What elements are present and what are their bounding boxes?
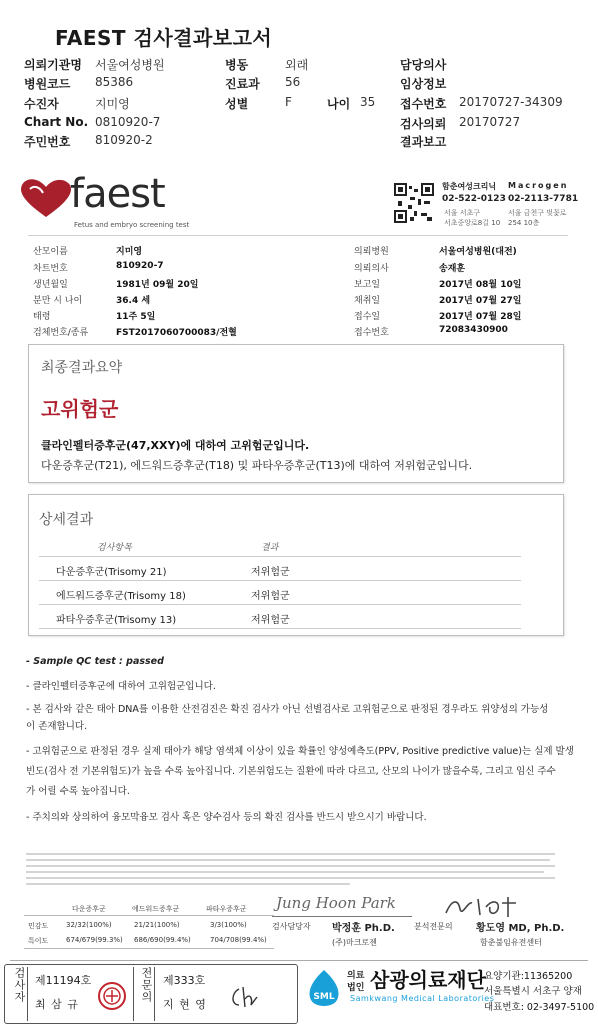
header-label-receipt-no: 접수번호 [400, 97, 447, 111]
detail-row-item: 에드워드증후군(Trisomy 18) [56, 591, 186, 602]
header-value-id-no: 810920-2 [95, 133, 153, 147]
note-line: - 본 검사와 같은 태아 DNA를 이용한 산전검진은 확진 검사가 아닌 선별검사로 고위험군으로 판정된 경우라도 위양성의 가능성 [26, 704, 549, 715]
header-value-age: 35 [360, 95, 376, 109]
header-label-patient: 수진자 [24, 97, 59, 111]
perf-header: 에드워드증후군 [132, 905, 180, 913]
faest-logo-text: faest [70, 171, 165, 217]
note-line: 이 존재합니다. [26, 721, 88, 732]
patient-label-hospital: 의뢰병원 [354, 247, 389, 257]
detail-box [28, 494, 564, 636]
patient-label-receipt-date: 접수일 [354, 312, 381, 322]
header-label-department: 진료과 [225, 77, 260, 91]
patient-value-gestation: 11주 5일 [116, 312, 156, 322]
patient-label-collect-date: 채취일 [354, 296, 381, 306]
header-value-institution: 서울여성병원 [95, 58, 165, 72]
patient-label-sample: 검체번호/종류 [33, 328, 89, 338]
patient-value-receipt-date: 2017년 07월 28일 [439, 312, 522, 322]
header-label-doctor: 담당의사 [400, 58, 447, 72]
detail-row-divider [39, 556, 521, 557]
specialist-number: 제333호 [163, 974, 206, 987]
scanned-report [14, 163, 584, 947]
patient-label-birth: 생년월일 [33, 280, 68, 290]
signer2-role: 분석전문의 [414, 922, 453, 931]
header-label-clinical-info: 임상정보 [400, 77, 447, 91]
header-value-ward: 외래 [285, 58, 309, 72]
header-label-institution: 의뢰기관명 [24, 58, 82, 72]
org-phone: 대표번호: 02-3497-5100 [484, 1002, 595, 1013]
inspector-name: 최 삼 규 [35, 998, 79, 1011]
patient-value-birth: 1981년 09월 20일 [116, 280, 199, 290]
perf-cell: 704/708(99.4%) [210, 936, 267, 944]
specialist-name: 지 현 영 [163, 998, 207, 1011]
header-value-request-date: 20170727 [459, 115, 521, 129]
header-label-hospital-code: 병원코드 [24, 77, 71, 91]
header-value-department: 56 [285, 75, 301, 89]
patient-label-receipt-no: 접수번호 [354, 328, 389, 338]
detail-row-item: 파타우증후군(Trisomy 13) [56, 615, 177, 626]
signer2-handwritten-signature [442, 893, 522, 921]
faest-heart-logo-icon [16, 175, 76, 220]
header-label-age: 나이 [327, 97, 351, 111]
signer2-org: 함춘불임유전센터 [480, 938, 542, 947]
perf-header: 다운증후군 [72, 905, 106, 913]
patient-label-chart: 차트번호 [33, 264, 68, 274]
stamp-label-inspector: 검사자 [7, 967, 28, 1021]
org-address: 서울특별시 서초구 양재 [484, 986, 582, 997]
red-seal-stamp-icon [97, 981, 127, 1011]
patient-value-name: 지미영 [116, 247, 143, 257]
clinic-phone: 02-522-0123 [442, 194, 506, 204]
org-prefix-1: 의료 [347, 971, 365, 981]
perf-cell: 686/690(99.4%) [134, 936, 191, 944]
signer1-name: 박정훈 Ph.D. [332, 923, 395, 934]
patient-value-receipt-no: 72083430900 [439, 325, 508, 335]
header-label-request-date: 검사의뢰 [400, 117, 447, 131]
header-label-chart-no: Chart No. [24, 115, 89, 129]
perf-cell: 3/3(100%) [210, 921, 247, 929]
note-line: - 클라인펠터증후군에 대하여 고위험군입니다. [26, 681, 216, 692]
perf-cell: 674/679(99.3%) [66, 936, 123, 944]
detail-row-divider [39, 628, 521, 629]
patient-value-report-date: 2017년 08월 10일 [439, 280, 522, 290]
detail-row-result: 저위험군 [251, 567, 290, 578]
org-prefix-2: 법인 [347, 983, 365, 993]
perf-row-label: 특이도 [28, 937, 49, 945]
report-title: FAEST 검사결과보고서 [55, 26, 273, 50]
header-label-result-report: 결과보고 [400, 135, 447, 149]
detail-col-item: 검사항목 [97, 543, 132, 553]
detail-col-result: 결과 [261, 543, 279, 553]
patient-label-gestation: 태령 [33, 312, 51, 322]
header-value-sex: F [285, 95, 292, 109]
detail-row-divider [39, 580, 521, 581]
detail-title: 상세결과 [39, 512, 94, 528]
summary-title: 최종결과요약 [41, 360, 123, 376]
qr-code-icon [394, 183, 434, 223]
header-label-sex: 성별 [225, 97, 249, 111]
faest-tagline: Fetus and embryo screening test [74, 221, 190, 229]
patient-value-doctor: 송재훈 [439, 264, 466, 274]
signer1-role: 검사담당자 [272, 922, 311, 931]
stamp-label-specialist: 전문의 [133, 967, 155, 1021]
summary-risk: 고위험군 [41, 397, 119, 421]
signer2-name: 황도영 MD, Ph.D. [476, 923, 565, 934]
detail-row-item: 다운증후군(Trisomy 21) [56, 567, 167, 578]
qc-status: - Sample QC test : passed [26, 656, 164, 667]
lab-phone: 02-2113-7781 [508, 194, 579, 204]
detail-row-divider [39, 604, 521, 605]
patient-value-collect-date: 2017년 07월 27일 [439, 296, 522, 306]
patient-value-sample: FST2017060700083/전혈 [116, 328, 237, 338]
header-label-id-no: 주민번호 [24, 135, 71, 149]
org-name: 삼광의료재단 [370, 968, 486, 992]
org-english-name: Samkwang Medical Laboratories [350, 994, 495, 1003]
patient-value-chart: 810920-7 [116, 261, 164, 271]
inspector-number: 제11194호 [35, 974, 92, 987]
org-facility-code: 요양기관:11365200 [484, 971, 573, 982]
note-line: - 주치의와 상의하여 융모막융모 검사 혹은 양수검사 등의 확진 검사를 반드시 받으시기 바랍니다. [26, 812, 427, 823]
note-line: 가 어릴 수록 높아집니다. [26, 786, 130, 797]
patient-label-age: 분만 시 나이 [33, 296, 83, 306]
note-line: - 고위험군으로 판정된 경우 실제 태아가 해당 염색체 이상이 있을 확률인 양성예측도(PPV, Positive predictive value)는 실제 발생 [26, 746, 574, 757]
signer1-org: (주)마크로젠 [332, 938, 377, 947]
perf-header: 파타우증후군 [206, 905, 247, 913]
perf-cell: 21/21(100%) [134, 921, 180, 929]
specialist-signature [227, 985, 261, 1011]
note-line: 빈도(검사 전 기본위험도)가 높을 수록 높아집니다. 기본위험도는 질환에 따라 다르고, 산모의 나이가 많을수록, 그리고 임신 주수 [26, 766, 556, 777]
page-divider [10, 960, 588, 961]
patient-label-report-date: 보고일 [354, 280, 381, 290]
header-label-ward: 병동 [225, 58, 249, 72]
patient-label-name: 산모이름 [33, 247, 68, 257]
header-divider [28, 235, 568, 236]
perf-cell: 32/32(100%) [66, 921, 112, 929]
summary-line-1: 클라인펠터증후군(47,XXY)에 대하여 고위험군입니다. [41, 439, 310, 452]
header-value-patient: 지미영 [95, 97, 130, 111]
sml-logo-text: SML [313, 992, 335, 1002]
detail-row-result: 저위험군 [251, 591, 290, 602]
lab-address-1: 서울 금천구 벚꽃로 [508, 209, 567, 217]
lab-address-2: 254 10층 [508, 219, 540, 227]
detail-row-result: 저위험군 [251, 615, 290, 626]
lab-name: Macrogen [508, 181, 569, 190]
signer1-script-signature: Jung Hoon Park [276, 894, 396, 912]
clinic-name: 함춘여성크리닉 [442, 182, 497, 191]
summary-line-2: 다운증후군(T21), 에드워드증후군(T18) 및 파타우증후군(T13)에 대하여 저위험군입니다. [41, 459, 473, 472]
patient-label-doctor: 의뢰의사 [354, 264, 389, 274]
clinic-address-1: 서울 서초구 [444, 209, 481, 217]
header-value-hospital-code: 85386 [95, 75, 134, 89]
sml-logo-icon [303, 968, 345, 1012]
fine-print [26, 853, 566, 889]
clinic-address-2: 서초중앙로8길 10 [444, 219, 501, 227]
perf-row-label: 민감도 [28, 922, 49, 930]
signature-stamp-box [4, 964, 298, 1024]
summary-box [28, 344, 564, 483]
patient-value-age: 36.4 세 [116, 296, 151, 306]
header-value-receipt-no: 20170727-34309 [459, 95, 563, 109]
header-value-chart-no: 0810920-7 [95, 115, 161, 129]
patient-value-hospital: 서울여성병원(대전) [439, 247, 517, 257]
